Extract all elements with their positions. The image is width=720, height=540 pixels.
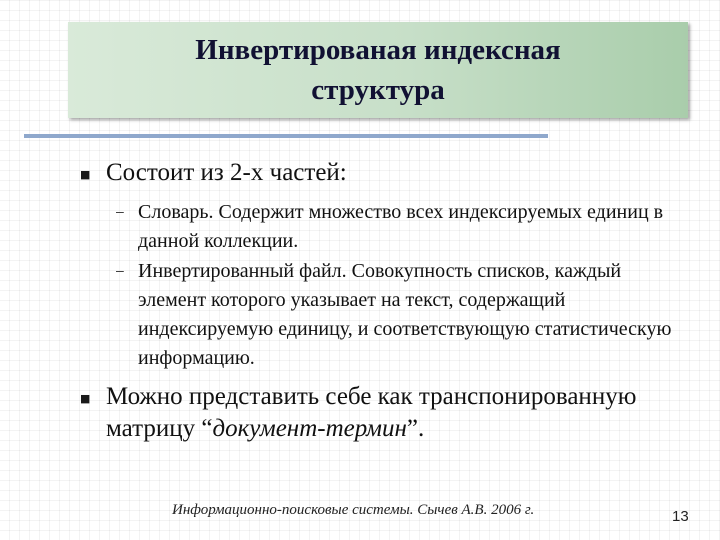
sub-bullet-2: Инвертированный файл. Совокупность списков, каждый элемент которого указывает на текст, содержащий индексируемую единицу, и соответствующую статистическую информацию. <box>138 260 672 369</box>
sub-bullet-1: Словарь. Содержит множество всех индексируемых единиц в данной коллекции. <box>138 201 664 252</box>
square-bullet-icon: ■ <box>80 168 91 181</box>
bullet-2-line-2 <box>106 413 706 445</box>
square-bullet-icon: ■ <box>80 392 91 405</box>
page-number: 13 <box>672 508 689 525</box>
bullet-2-prefix: матрицу “ <box>106 415 213 442</box>
dash-bullet-icon: – <box>116 203 124 219</box>
bullet-2-line-1: Можно представить себе как транспонированную <box>106 383 637 410</box>
bullet-2-italic-term: документ-термин <box>212 415 407 442</box>
bullet-2-text <box>106 381 706 445</box>
bullet-1-text: Состоит из 2-х частей: <box>106 159 347 186</box>
dash-bullet-icon: – <box>116 262 124 278</box>
slide-title-box <box>68 22 688 118</box>
title-underline-bar <box>24 134 548 138</box>
slide-title-line-1: Инвертированая индексная <box>195 34 561 66</box>
slide-footer: Информационно-поисковые системы. Сычев А.В. 2006 г. <box>172 502 535 518</box>
bullet-2-suffix: ”. <box>406 415 425 442</box>
slide-title-line-2: структура <box>311 74 445 106</box>
